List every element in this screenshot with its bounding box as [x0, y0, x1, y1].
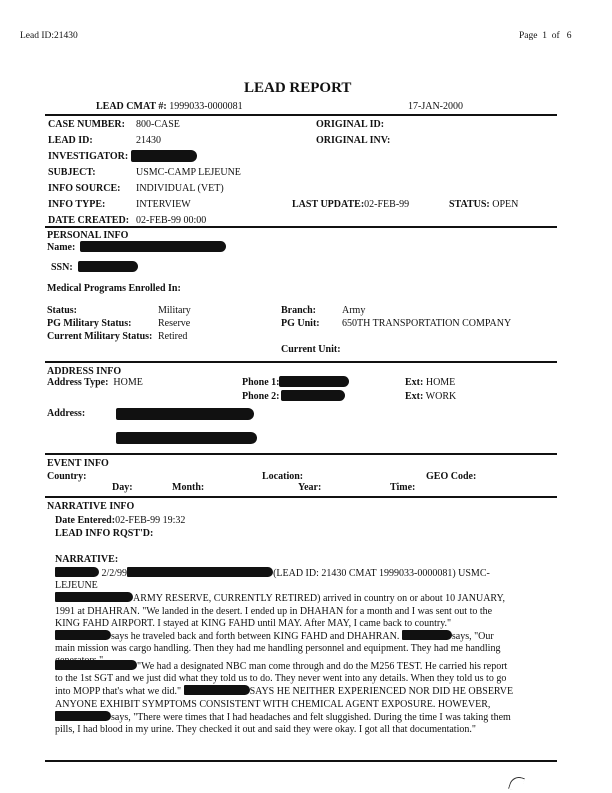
- redaction-address-line1: [116, 408, 254, 420]
- case-number-value: 800-CASE: [136, 119, 180, 130]
- ext1: [405, 377, 455, 388]
- pg-unit-value: 650TH TRANSPORTATION COMPANY: [342, 318, 512, 329]
- personal-heading: PERSONAL INFO: [47, 230, 129, 241]
- page-indicator: [519, 31, 572, 41]
- status: [449, 199, 518, 210]
- redaction-phone2: [281, 390, 345, 401]
- page-title: LEAD REPORT: [244, 80, 352, 96]
- time-label: Time:: [390, 482, 416, 493]
- divider: [45, 226, 557, 228]
- geo-code-label: GEO Code:: [426, 471, 477, 482]
- narrative-text: says, "There were times that I had headaches and felt sluggished. During the time I was taking them: [111, 711, 511, 723]
- divider: [45, 361, 557, 363]
- redaction: [55, 592, 133, 602]
- narrative-text: (LEAD ID: 21430 CMAT 1999033-0000081) USMC-LEJEUNE: [55, 568, 490, 592]
- handwritten-mark: [508, 774, 525, 792]
- narrative-text: "We had a designated NBC man come through and do the M256 TEST. He carried his report: [137, 661, 508, 672]
- original-id-label: ORIGINAL ID:: [316, 119, 385, 130]
- last-update: [292, 199, 409, 210]
- case-number-label: CASE NUMBER:: [48, 119, 125, 130]
- ext2-label: Ext:: [405, 391, 424, 402]
- redaction: [55, 711, 111, 721]
- date-entered-value: 02-FEB-99 19:32: [115, 515, 186, 526]
- header-lead-id: Lead ID:21430: [20, 31, 78, 41]
- status-label: Status:: [47, 305, 78, 316]
- lead-cmat: [96, 101, 243, 112]
- lead-cmat-label: LEAD CMAT #:: [96, 101, 167, 112]
- redaction: [184, 685, 250, 695]
- redaction-investigator: [131, 150, 197, 162]
- report-date: 17-JAN-2000: [408, 101, 463, 112]
- redaction-phone1: [279, 376, 349, 387]
- lead-id-value: 21430: [136, 135, 161, 146]
- subject-value: USMC-CAMP LEJEUNE: [136, 167, 241, 178]
- name-label: Name:: [47, 242, 76, 253]
- pg-unit-label: PG Unit:: [281, 318, 320, 329]
- divider: [45, 114, 557, 116]
- ext2-value: WORK: [425, 391, 457, 402]
- redaction: [55, 630, 111, 640]
- narrative-text: says he traveled back and forth between KING FAHD and DHAHRAN.: [111, 631, 400, 643]
- narrative-text: into MOPP that's what we did.": [55, 686, 182, 698]
- lead-info-label: LEAD INFO RQST'D:: [55, 528, 154, 539]
- narrative-paragraph-2: [55, 660, 525, 736]
- address-type-label: Address Type:: [47, 377, 109, 388]
- medical-label: Medical Programs Enrolled In:: [47, 283, 181, 294]
- phone1-label: Phone 1:: [242, 377, 280, 388]
- narrative-text: pills, I had blood in my urine. They checked it out and said they were okay. I got all that documentation.": [55, 724, 476, 736]
- country-label: Country:: [47, 471, 87, 482]
- narrative-text: ARMY RESERVE, CURRENTLY RETIRED) arrived in country on or about 10 JANUARY,: [133, 593, 505, 605]
- divider: [45, 453, 557, 455]
- of-label: of: [551, 31, 560, 41]
- current-military-label: Current Military Status:: [47, 331, 153, 342]
- redaction: [55, 660, 137, 670]
- redaction-ssn: [78, 261, 138, 272]
- phone2-label: Phone 2:: [242, 391, 280, 402]
- narrative-text: 2/2/99: [101, 568, 128, 579]
- last-update-label: LAST UPDATE:: [292, 199, 365, 210]
- info-source-value: INDIVIDUAL (VET): [136, 183, 224, 194]
- divider: [45, 760, 557, 762]
- investigator-label: INVESTIGATOR:: [48, 151, 129, 162]
- info-source-label: INFO SOURCE:: [48, 183, 121, 194]
- address-heading: ADDRESS INFO: [47, 366, 122, 377]
- year-label: Year:: [298, 482, 322, 493]
- ext1-value: HOME: [425, 377, 456, 388]
- narrative-text: SAYS HE NEITHER EXPERIENCED NOR DID HE OBSERVE: [249, 686, 514, 698]
- redaction-name: [80, 241, 226, 252]
- current-military-value: Retired: [158, 331, 188, 342]
- ext1-label: Ext:: [405, 377, 424, 388]
- pg-military-label: PG Military Status:: [47, 318, 132, 329]
- lead-id-label: LEAD ID:: [48, 135, 93, 146]
- date-entered: [55, 515, 185, 526]
- status-value: Military: [158, 305, 191, 316]
- narrative-text: says, "Our: [451, 631, 494, 643]
- narrative-text: 1991 at DHAHRAN. "We landed in the desert. I ended up in DHAHAN for a month and I was sent out to the: [55, 605, 493, 617]
- branch-label: Branch:: [281, 305, 316, 316]
- info-type-value: INTERVIEW: [136, 199, 191, 210]
- last-update-value: 02-FEB-99: [364, 199, 410, 210]
- narrative-info-heading: NARRATIVE INFO: [47, 501, 135, 512]
- month-label: Month:: [172, 482, 205, 493]
- subject-label: SUBJECT:: [48, 167, 96, 178]
- narrative-text: KING FAHD AIRPORT. I stayed at KING FAHD until MAY. After MAY, I came back to country.": [55, 617, 452, 629]
- redaction: [127, 567, 273, 577]
- address-type-value: HOME: [113, 377, 143, 388]
- narrative-text: main mission was cargo handling. Then they had me handling personnel and equipment. They had me handling: [55, 643, 501, 655]
- info-type-label: INFO TYPE:: [48, 199, 106, 210]
- page-label: Page: [519, 31, 538, 41]
- current-unit-label: Current Unit:: [281, 344, 341, 355]
- redaction: [402, 630, 452, 640]
- day-label: Day:: [112, 482, 133, 493]
- status-label: STATUS:: [449, 199, 490, 210]
- date-entered-label: Date Entered:: [55, 515, 116, 526]
- event-heading: EVENT INFO: [47, 458, 109, 469]
- location-label: Location:: [262, 471, 304, 482]
- page-total: 6: [566, 31, 572, 41]
- ext2: [405, 391, 456, 402]
- page-number: 1: [542, 31, 547, 41]
- lead-cmat-value: 1999033-0000081: [169, 101, 243, 112]
- original-inv-label: ORIGINAL INV:: [316, 135, 391, 146]
- date-created-value: 02-FEB-99 00:00: [136, 215, 207, 226]
- ssn-label: SSN:: [51, 262, 73, 273]
- date-created-label: DATE CREATED:: [48, 215, 130, 226]
- address-type: [47, 377, 143, 388]
- divider: [45, 496, 557, 498]
- narrative-text: to the 1st SGT and we just did what they told us to do. They never went into any details. When they told us to go: [55, 673, 507, 685]
- branch-value: Army: [342, 305, 366, 316]
- address-label: Address:: [47, 408, 86, 419]
- narrative-label: NARRATIVE:: [55, 554, 119, 565]
- status-value: OPEN: [492, 199, 519, 210]
- narrative-text: ANYONE EXHIBIT SYMPTOMS CONSISTENT WITH CHEMICAL AGENT EXPOSURE. HOWEVER,: [55, 698, 491, 710]
- narrative-paragraph-1: [55, 567, 525, 668]
- redaction-address-line2: [116, 432, 257, 444]
- redaction: [55, 567, 99, 577]
- pg-military-value: Reserve: [158, 318, 191, 329]
